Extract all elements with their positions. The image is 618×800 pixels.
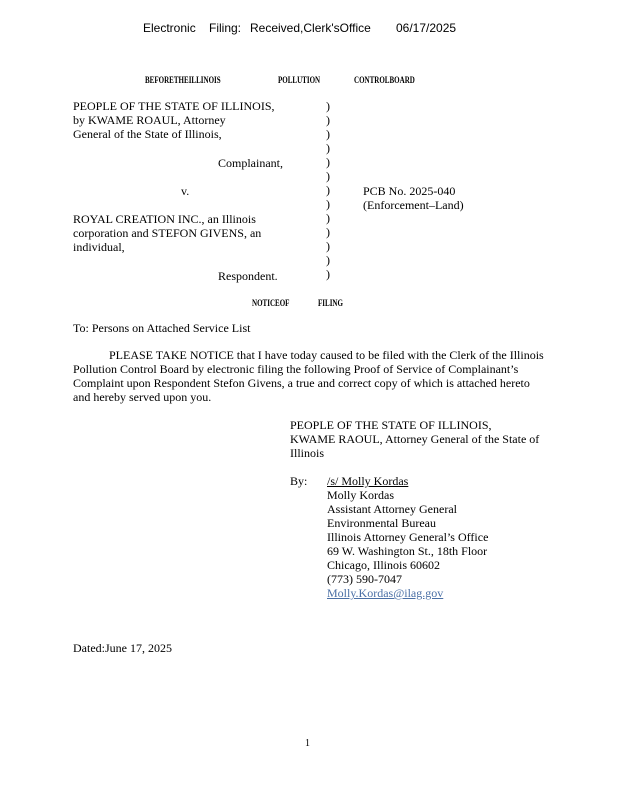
filing-header-received: Received,Clerk'sOffice (250, 21, 371, 35)
parenthesis: ) (326, 197, 330, 211)
parenthesis: ) (326, 113, 330, 127)
complainant-line: by KWAME ROAUL, Attorney (73, 113, 226, 127)
complainant-block (73, 99, 275, 141)
parenthesis: ) (326, 141, 330, 155)
respondent-role: Respondent. (218, 269, 278, 283)
board-title-part3: CONTROLBOARD (354, 75, 415, 85)
respondent-line: ROYAL CREATION INC., an Illinois (73, 212, 256, 226)
page-number: 1 (305, 738, 310, 749)
recipient-line: To: Persons on Attached Service List (73, 321, 251, 335)
attorney-phone: (773) 590-7047 (327, 572, 402, 586)
notice-body-line: and hereby served upon you. (73, 390, 212, 404)
parenthesis: ) (326, 211, 330, 225)
notice-body-line: Pollution Control Board by electronic filing the following Proof of Service of Complainant’s (73, 362, 519, 376)
attorney-title: Assistant Attorney General (327, 502, 457, 516)
parenthesis: ) (326, 239, 330, 253)
signature-details (327, 474, 488, 600)
complainant-role: Complainant, (218, 156, 283, 170)
filing-header-date: 06/17/2025 (396, 21, 457, 35)
notice-title-part1: NOTICEOF (252, 298, 290, 308)
caption-parentheses (326, 99, 330, 281)
filing-header (143, 21, 456, 35)
parenthesis: ) (326, 183, 330, 197)
dated-line: Dated:June 17, 2025 (73, 641, 172, 655)
signature-party-line: Illinois (290, 446, 325, 460)
case-number: PCB No. 2025-040 (363, 184, 456, 198)
filing-header-filing: Filing: (209, 21, 242, 35)
parenthesis: ) (326, 267, 330, 281)
parenthesis: ) (326, 127, 330, 141)
notice-body-line: PLEASE TAKE NOTICE that I have today caused to be filed with the Clerk of the Illinois (109, 348, 544, 362)
attorney-street: 69 W. Washington St., 18th Floor (327, 544, 488, 558)
notice-body (73, 348, 544, 404)
respondent-line: corporation and STEFON GIVENS, an (73, 226, 262, 240)
notice-title-part2: FILING (318, 298, 343, 308)
attorney-email-link[interactable]: Molly.Kordas@ilag.gov (327, 586, 444, 600)
attorney-bureau: Environmental Bureau (327, 516, 436, 530)
versus-label: v. (181, 184, 190, 198)
respondent-block (73, 212, 261, 254)
signature-party-line: KWAME RAOUL, Attorney General of the State of (290, 432, 540, 446)
parenthesis: ) (326, 99, 330, 113)
attorney-office: Illinois Attorney General’s Office (327, 530, 489, 544)
case-type: (Enforcement–Land) (363, 198, 464, 212)
signature-party (290, 418, 539, 460)
parenthesis: ) (326, 225, 330, 239)
by-label: By: (290, 474, 308, 488)
notice-body-line: Complaint upon Respondent Stefon Givens, a true and correct copy of which is attached hereto (73, 376, 530, 390)
parenthesis: ) (326, 253, 330, 267)
board-title-part2: POLLUTION (278, 75, 321, 85)
filing-header-electronic: Electronic (143, 21, 196, 35)
complainant-line: PEOPLE OF THE STATE OF ILLINOIS, (73, 99, 275, 113)
signature-party-line: PEOPLE OF THE STATE OF ILLINOIS, (290, 418, 492, 432)
parenthesis: ) (326, 155, 330, 169)
board-title-part1: BEFORETHEILLINOIS (145, 75, 221, 85)
attorney-name: Molly Kordas (327, 488, 394, 502)
attorney-city: Chicago, Illinois 60602 (327, 558, 440, 572)
respondent-line: individual, (73, 240, 125, 254)
case-number-block (363, 184, 464, 212)
complainant-line: General of the State of Illinois, (73, 127, 222, 141)
parenthesis: ) (326, 169, 330, 183)
signature-line: /s/ Molly Kordas (327, 474, 409, 488)
